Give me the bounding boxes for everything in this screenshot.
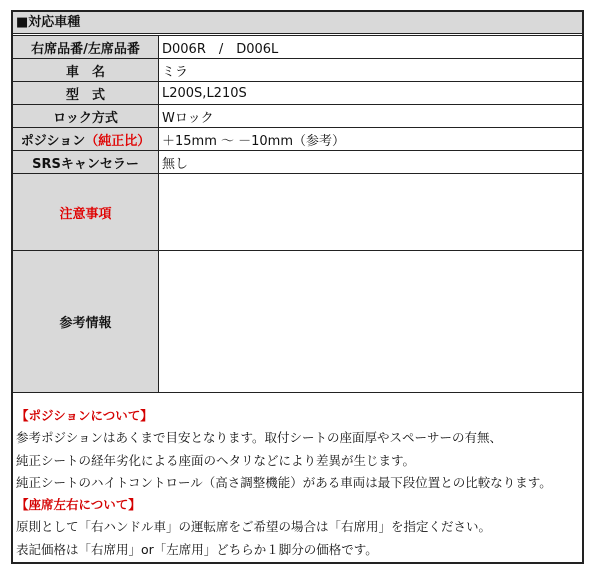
row-value-model: L200S,L210S: [159, 82, 583, 105]
table-row: [13, 174, 582, 251]
position-label: ポジション: [20, 133, 86, 149]
row-value-part-number: D006R / D006L: [159, 36, 583, 59]
row-value-srs: 無し: [159, 151, 583, 174]
seat-notes-heading: 【座席左右について】: [16, 497, 141, 513]
row-label-reference: 参考情報: [13, 251, 159, 393]
position-note-line: 参考ポジションはあくまで目安となります。取付シートの座面厚やスペーサーの有無、: [16, 430, 502, 446]
table-row: [13, 151, 582, 174]
row-label-position: [13, 128, 159, 151]
seat-note-line: 原則として「右ハンドル車」の運転席をご希望の場合は「右席用」を指定ください。: [16, 519, 492, 535]
table-row: [13, 82, 582, 105]
row-label-part-number: 右席品番/左席品番: [13, 36, 159, 59]
position-label-note: （純正比）: [85, 133, 151, 149]
row-label-car-name: 車 名: [13, 59, 159, 82]
row-label-notice: 注意事項: [13, 174, 159, 251]
row-label-srs: SRSキャンセラー: [13, 151, 159, 174]
section-title: ■対応車種: [13, 12, 582, 34]
position-note-line: 純正シートのハイトコントロール（高さ調整機能）がある車両は最下段位置との比較なります。: [16, 474, 552, 490]
row-value-notice: [159, 174, 583, 251]
row-value-car-name: ミラ: [159, 59, 583, 82]
position-notes-heading: 【ポジションについて】: [16, 408, 153, 423]
seat-note-line: 表記価格は「右席用」or「左席用」どちらか１脚分の価格です。: [16, 541, 378, 557]
table-row: [13, 36, 582, 59]
table-row: [13, 128, 582, 151]
row-value-reference: [159, 251, 583, 393]
row-value-position: ＋15mm 〜 －10mm（参考）: [159, 128, 583, 151]
row-label-lock-type: ロック方式: [13, 105, 159, 128]
table-row: [13, 59, 582, 82]
table-row: [13, 251, 582, 393]
row-value-lock-type: Wロック: [159, 105, 583, 128]
table-row: [13, 105, 582, 128]
row-label-model: 型 式: [13, 82, 159, 105]
spec-table: [13, 35, 582, 393]
compatibility-sheet: [11, 10, 584, 564]
position-note-line: 純正シートの経年劣化による座面のヘタリなどにより差異が生じます。: [16, 452, 416, 468]
notes-section: [13, 405, 582, 561]
